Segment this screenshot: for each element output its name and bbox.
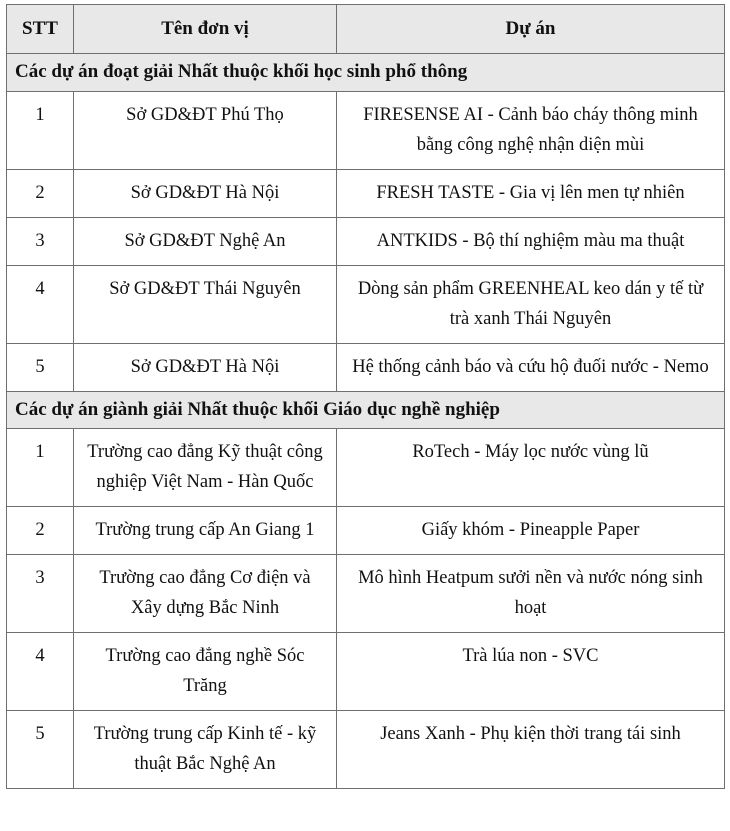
- section-header-cell: [7, 391, 725, 429]
- row-index-value: 5: [35, 356, 45, 377]
- column-header-stt: [7, 5, 74, 54]
- row-unit-value: Sở GD&ĐT Nghệ An: [124, 230, 286, 251]
- column-header-unit-label: Tên đơn vị: [161, 18, 249, 40]
- section-header-row-general-education: [7, 54, 725, 92]
- row-index: [7, 633, 74, 711]
- row-project: [337, 555, 725, 633]
- row-unit: [74, 633, 337, 711]
- row-project-value: Jeans Xanh - Phụ kiện thời trang tái sinh: [380, 724, 681, 745]
- row-project: [337, 91, 725, 169]
- row-project-value: RoTech - Máy lọc nước vùng lũ: [412, 442, 649, 463]
- table-row: [7, 91, 725, 169]
- table-row: [7, 343, 725, 391]
- row-unit: [74, 169, 337, 217]
- row-unit: [74, 265, 337, 343]
- row-index: [7, 265, 74, 343]
- row-unit: [74, 343, 337, 391]
- row-unit-value: Sở GD&ĐT Hà Nội: [130, 356, 280, 377]
- row-index: [7, 711, 74, 789]
- award-projects-table: [6, 4, 725, 789]
- row-unit: [74, 555, 337, 633]
- column-header-project-label: Dự án: [505, 18, 556, 40]
- table-row: [7, 429, 725, 507]
- row-project-value: Hệ thống cảnh báo và cứu hộ đuối nước - Nemo: [352, 356, 709, 377]
- row-project: [337, 429, 725, 507]
- column-header-stt-label: STT: [22, 18, 58, 40]
- row-index: [7, 507, 74, 555]
- row-unit: [74, 91, 337, 169]
- section-title: Các dự án đoạt giải Nhất thuộc khối học sinh phổ thông: [15, 61, 468, 82]
- table-row: [7, 217, 725, 265]
- table-row: [7, 265, 725, 343]
- row-unit-value: Sở GD&ĐT Thái Nguyên: [109, 278, 301, 299]
- table-row: [7, 633, 725, 711]
- table-row: [7, 507, 725, 555]
- row-index-value: 3: [35, 230, 45, 251]
- section-title: Các dự án giành giải Nhất thuộc khối Giáo dục nghề nghiệp: [15, 398, 500, 420]
- row-index-value: 5: [35, 724, 45, 745]
- row-project-value: FIRESENSE AI - Cảnh báo cháy thông minh bằng công nghệ nhận diện mùi: [363, 104, 698, 155]
- row-project: [337, 343, 725, 391]
- row-index-value: 2: [35, 520, 45, 541]
- row-project-value: Dòng sản phẩm GREENHEAL keo dán y tế từ trà xanh Thái Nguyên: [357, 278, 704, 329]
- row-project: [337, 711, 725, 789]
- row-project: [337, 507, 725, 555]
- row-project-value: ANTKIDS - Bộ thí nghiệm màu ma thuật: [376, 230, 685, 251]
- row-index: [7, 91, 74, 169]
- row-project: [337, 169, 725, 217]
- row-project-value: FRESH TASTE - Gia vị lên men tự nhiên: [376, 182, 685, 203]
- row-project-value: Mô hình Heatpum sưởi nền và nước nóng sinh hoạt: [358, 568, 703, 619]
- row-project: [337, 217, 725, 265]
- row-unit-value: Sở GD&ĐT Phú Thọ: [126, 104, 284, 125]
- row-project-value: Giấy khóm - Pineapple Paper: [421, 520, 640, 541]
- row-index-value: 4: [35, 646, 45, 667]
- row-index: [7, 555, 74, 633]
- row-project-value: Trà lúa non - SVC: [462, 646, 599, 667]
- row-index-value: 1: [35, 104, 45, 125]
- table-row: [7, 555, 725, 633]
- row-unit-value: Trường cao đẳng Kỹ thuật công nghiệp Việt Nam - Hàn Quốc: [87, 442, 323, 493]
- row-unit-value: Trường cao đẳng Cơ điện và Xây dựng Bắc Ninh: [99, 568, 311, 619]
- row-unit: [74, 711, 337, 789]
- row-unit-value: Trường cao đẳng nghề Sóc Trăng: [105, 646, 305, 697]
- table-body: [7, 5, 725, 789]
- row-unit-value: Trường trung cấp Kinh tế - kỹ thuật Bắc Nghệ An: [93, 724, 317, 775]
- table-row: [7, 169, 725, 217]
- table-header-row: [7, 5, 725, 54]
- section-header-cell: [7, 54, 725, 92]
- row-project: [337, 633, 725, 711]
- row-index: [7, 169, 74, 217]
- row-index-value: 4: [35, 278, 45, 299]
- row-unit-value: Sở GD&ĐT Hà Nội: [130, 182, 280, 203]
- row-index-value: 3: [35, 568, 45, 589]
- row-unit: [74, 217, 337, 265]
- row-unit-value: Trường trung cấp An Giang 1: [95, 520, 315, 541]
- row-index: [7, 343, 74, 391]
- row-project: [337, 265, 725, 343]
- row-index: [7, 429, 74, 507]
- row-index-value: 2: [35, 182, 45, 203]
- row-unit: [74, 429, 337, 507]
- column-header-unit: [74, 5, 337, 54]
- row-index: [7, 217, 74, 265]
- table-row: [7, 711, 725, 789]
- row-index-value: 1: [35, 442, 45, 463]
- column-header-project: [337, 5, 725, 54]
- section-header-row-vocational-education: [7, 391, 725, 429]
- row-unit: [74, 507, 337, 555]
